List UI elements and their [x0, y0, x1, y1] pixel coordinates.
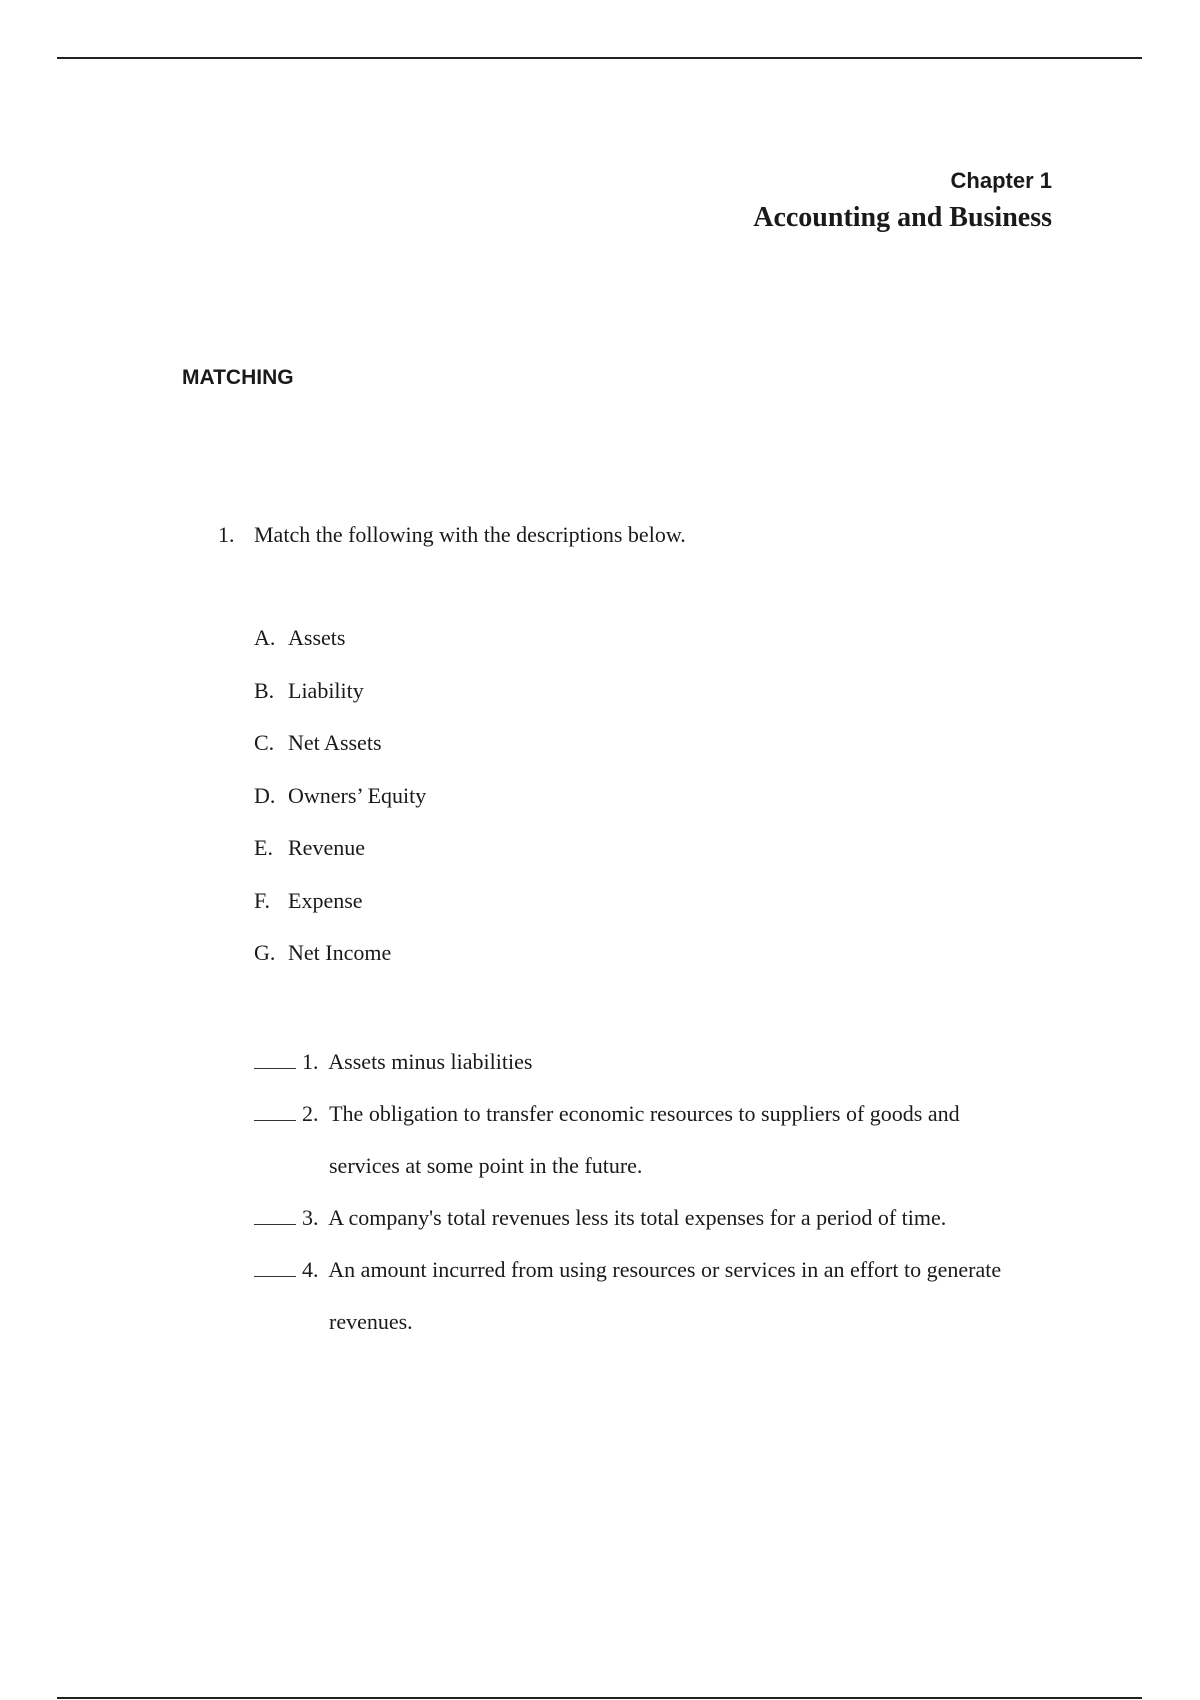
chapter-label: Chapter 1: [950, 168, 1052, 193]
choice-item: [254, 678, 426, 731]
answer-blank[interactable]: [254, 1048, 296, 1069]
choice-label: Net Income: [288, 940, 392, 965]
chapter-title: Accounting and Business: [753, 202, 1052, 233]
answer-blank[interactable]: [254, 1256, 296, 1277]
answer-blank[interactable]: [254, 1100, 296, 1121]
description-text: The obligation to transfer economic resources to suppliers of goods and: [329, 1101, 960, 1126]
choice-label: Liability: [288, 677, 364, 703]
bottom-rule: [57, 1697, 1142, 1699]
choice-label: Revenue: [288, 835, 365, 860]
section-heading: MATCHING: [182, 366, 294, 389]
choice-letter: E.: [254, 835, 273, 860]
description-item: [254, 1046, 1044, 1078]
top-rule: [57, 57, 1142, 59]
choice-item: [254, 783, 426, 836]
question-number: 1.: [218, 522, 235, 547]
choice-letter: C.: [254, 730, 275, 755]
choice-letter: F.: [254, 887, 270, 913]
description-item: [254, 1202, 1044, 1234]
choice-label: Owners’ Equity: [288, 782, 427, 808]
choice-label: Net Assets: [288, 730, 382, 755]
description-continuation: revenues.: [329, 1309, 413, 1334]
choice-item: [254, 888, 426, 941]
choice-item: [254, 940, 426, 993]
description-continuation: services at some point in the future.: [329, 1153, 643, 1178]
description-number: 2.: [302, 1101, 319, 1126]
choice-label: Expense: [288, 887, 363, 913]
description-text: An amount incurred from using resources or services in an effort to generate: [328, 1257, 1002, 1282]
answer-blank[interactable]: [254, 1204, 296, 1225]
choice-item: [254, 730, 426, 783]
description-list: [254, 1046, 1044, 1358]
choice-label: Assets: [288, 625, 346, 650]
choice-item: [254, 625, 426, 678]
description-number: 3.: [302, 1205, 319, 1230]
description-number: 4.: [302, 1257, 319, 1282]
description-text: A company's total revenues less its total expenses for a period of time.: [328, 1205, 947, 1230]
question-text: Match the following with the descriptions below.: [254, 522, 686, 547]
choice-list: [254, 625, 426, 993]
choice-letter: A.: [254, 625, 276, 650]
choice-item: [254, 835, 426, 888]
description-number: 1.: [302, 1049, 319, 1074]
choice-letter: G.: [254, 940, 276, 965]
description-item: [254, 1254, 1044, 1338]
description-text: Assets minus liabilities: [328, 1049, 533, 1074]
description-item: [254, 1098, 1044, 1182]
question: [218, 522, 686, 548]
choice-letter: B.: [254, 677, 275, 703]
choice-letter: D.: [254, 782, 276, 808]
